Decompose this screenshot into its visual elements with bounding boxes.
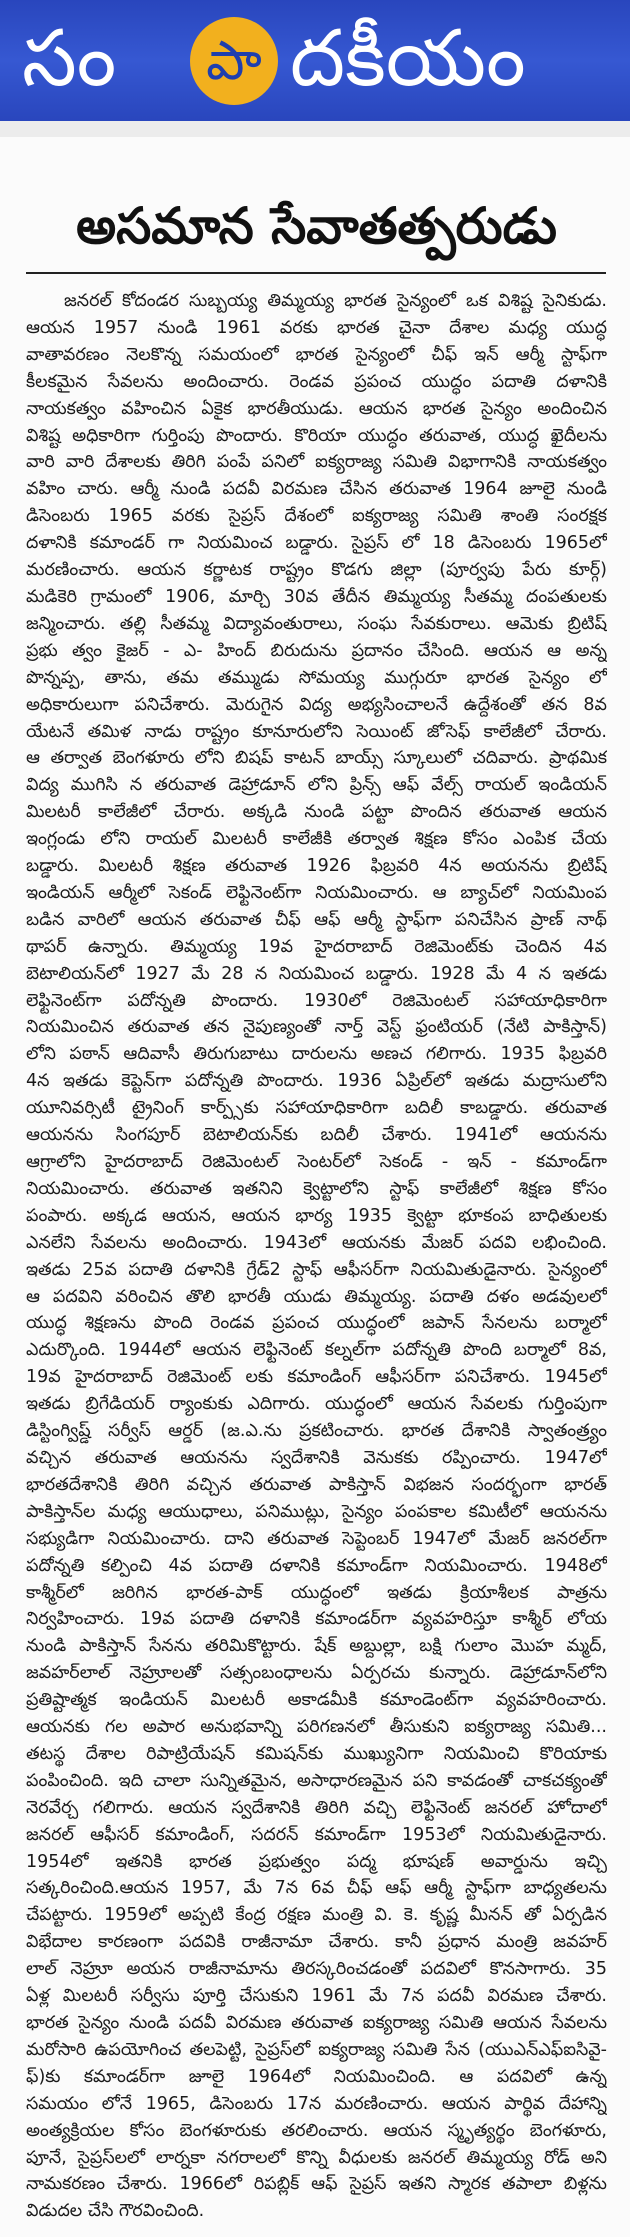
- article-line: ఫ్)కు కమాండర్‌గా జూలై 1964లో నియమించింది. ఆ పదవిలో ఉన్న: [26, 2066, 607, 2087]
- article-line: సమయం లోనే 1965, డిసెంబరు 17న మరణించారు. ఆయన పార్థివ దేహాన్ని: [26, 2093, 607, 2114]
- article-line: మిలటరీ కాలేజీలో చేరారు. అక్కడి నుండి పట్టా పొందిన తరువాత ఆయన: [26, 802, 607, 823]
- article-line: డిసెంబరు 1965 వరకు సైప్రస్ దేశంలో ఐక్యరాజ్య సమితి శాంతి సంరక్షక: [26, 506, 607, 527]
- article-line: భారత సైన్యం నుండి పదవీ విరమణ తరువాత ఐక్యరాజ్య సమితి ఆయన సేవలను: [26, 2013, 607, 2033]
- article-line: 4న ఇతడు కెప్టెన్‌గా పదోన్నతి పొందారు. 1936 ఏప్రిల్‌లో ఇతడు మద్రాసులోని: [26, 1071, 607, 1092]
- article-line: 19వ హైదరాబాద్ రెజిమెంట్ లకు కమాండింగ్ ఆఫీసర్‌గా పనిచేశారు. 1945లో: [26, 1367, 607, 1388]
- article-line: ఆగ్రాలోని హైదరాబాద్ రెజిమెంటల్ సెంటర్‌లో సెకండ్ - ఇన్ - కమాండ్‌గా: [26, 1152, 607, 1172]
- article-line: పదోన్నతి కల్పించి 4వ పదాతి దళానికి కమాండ్‌గా నియమించారు. 1948లో: [26, 1555, 607, 1576]
- article-line: ఎనలేని సేవలను అందించారు. 1943లో ఆయనకు మేజర్ పదవి లభించింది.: [26, 1232, 607, 1253]
- article-line: పంపారు. అక్కడ ఆయన, ఆయన భార్య 1935 క్వెట్టా భూకంప బాధితులకు: [26, 1205, 607, 1226]
- article-line: నెరవేర్చ గలిగారు. ఆయన స్వదేశానికి తిరిగి వచ్చి లెఫ్టినెంట్ జనరల్ హోదాలో: [26, 1797, 607, 1818]
- article-line: భారతదేశానికి తిరిగి వచ్చిన తరువాత పాకిస్తాన్ విభజన సందర్భంగా భారత్: [26, 1474, 607, 1495]
- article-line: తటస్థ దేశాల రిపాట్రియేషన్ కమిషన్‌కు ముఖ్యునిగా నియమించి కొరియాకు: [26, 1743, 607, 1764]
- masthead-banner: [0, 0, 630, 121]
- article-line: బడిన వారిలో ఆయన తరువాత చీఫ్ ఆఫ్ ఆర్మీ స్టాఫ్‌గా పనిచేసిన ప్రాణ్ నాథ్: [26, 909, 607, 930]
- masthead-divider-band: [0, 121, 630, 137]
- article-line: లెఫ్టినెంట్‌గా పదోన్నతి పొందారు. 1930లో రెజిమెంటల్ సహాయాధికారిగా: [26, 990, 607, 1011]
- article-line: యేటనే తమిళ నాడు రాష్ట్రం కూనూరులోని సెయింట్ జోసెఫ్ కాలేజీలో చేరారు.: [26, 721, 607, 742]
- article-line: అధికారులుగా పనిచేశారు. మెరుగైన విద్య అభ్యసించాలనే ఉద్దేశంతో తన 8వ: [26, 694, 607, 715]
- article-line: ప్రభు త్వం కైజర్ - ఎ- హింద్ బిరుదును ప్రదానం చేసింది. ఆయన ఆ అన్న: [26, 640, 607, 661]
- article-line: ఆయన 1957 నుండి 1961 వరకు భారత చైనా దేశాల మధ్య యుద్ధ: [26, 317, 607, 338]
- article-line: మరోసారి ఉపయోగించ తలపెట్టి, సైప్రస్‌లో ఐక్యరాజ్య సమితి సేన (యుఎన్ఎఫ్ఐసివై-: [26, 2039, 607, 2060]
- article-line: సభ్యుడిగా నియమించారు. దాని తరువాత సెప్టెంబర్ 1947లో మేజర్ జనరల్‌గా: [26, 1528, 607, 1549]
- article-line: జనరల్ కోదండర సుబ్బయ్య తిమ్మయ్య భారత సైన్యంలో ఒక విశిష్ట సైనికుడు.: [64, 291, 607, 311]
- article-line: జన్మించారు. తల్లి సీతమ్మ విద్యావంతురాలు, సంఘ సేవకురాలు. ఆమెకు బ్రిటిష్: [26, 613, 607, 634]
- article-line: ఎదుర్కొంది. 1944లో ఆయన లెఫ్టినెంట్ కల్నల్‌గా పదోన్నతి పొంది బర్మాలో 8వ,: [26, 1340, 607, 1361]
- masthead-title-badge-text: పా: [206, 29, 262, 92]
- article-line: బడ్డారు. మిలటరీ శిక్షణ తరువాత 1926 ఫిబ్రవరి 4న అయనను బ్రిటిష్: [26, 856, 607, 877]
- article-line: వచ్చిన తరువాత ఆయనను స్వదేశానికి వెనుకకు రప్పించారు. 1947లో: [26, 1447, 607, 1468]
- headline-rule: [26, 272, 606, 274]
- article-line: చేపట్టారు. 1959లో అప్పటి కేంద్ర రక్షణ మంత్రి వి. కె. కృష్ణ మీనన్ తో ఏర్పడిన: [26, 1905, 607, 1926]
- article-line: పాకిస్తాన్‌ల మధ్య ఆయుధాలు, పనిముట్లు, సైన్యం పంపకాల కమిటీలో ఆయనను: [26, 1501, 607, 1522]
- article-line: జవహర్‌లాల్ నెహ్రూలతో సత్సంబంధాలను ఏర్పరచు కున్నారు. డెహ్రాడూన్‌లోని: [26, 1663, 607, 1684]
- article-line: ఏళ్ల మిలటరీ సర్వీసు పూర్తి చేసుకుని 1961 మే 7న పదవీ విరమణ చేశారు.: [26, 1986, 607, 2007]
- article-line: సత్కరించింది.ఆయన 1957, మే 7న 6వ చీఫ్ ఆఫ్ ఆర్మీ స్టాఫ్‌గా బాధ్యతలను: [26, 1878, 607, 1899]
- article-body: [26, 288, 607, 2225]
- article-line: నాయకత్వం వహించిన ఏకైక భారతీయుడు. ఆయన భారత సైన్యం అందించిన: [26, 398, 607, 419]
- article-line: విభేదాల కారణంగా పదవికి రాజీనామా చేశారు. కానీ ప్రధాన మంత్రి జవహర్: [26, 1932, 607, 1953]
- article-line: మరణించారు. ఆయన కర్ణాటక రాష్ట్రం కొడగు జిల్లా (పూర్వపు పేరు కూర్గ్): [26, 560, 607, 581]
- article-line: ఇతడు బ్రిగేడియర్ ర్యాంకుకు ఎదిగారు. యుద్ధంలో ఆయన సేవలకు గుర్తింపుగా: [26, 1394, 607, 1415]
- article-line: పూనే, సైప్రస్‌లలో లార్నకా నగరాలలో కొన్ని వీధులకు జనరల్ తిమ్మయ్య రోడ్ అని: [26, 2147, 607, 2168]
- article-line: వాతావరణం నెలకొన్న సమయంలో భారత సైన్యంలో చీఫ్ ఇన్ ఆర్మీ స్టాఫ్‌గా: [26, 344, 607, 365]
- article-line: జనరల్ ఆఫీసర్ కమాండింగ్, సదరన్ కమాండ్‌గా 1953లో నియమితుడైనారు.: [26, 1824, 607, 1845]
- article-line: ప్రతిష్టాత్మక ఇండియన్ మిలటరీ అకాడమీకి కమాండెంట్‌గా వ్యవహరించారు.: [26, 1690, 607, 1711]
- article-line: వారి వారి దేశాలకు తిరిగి పంపే పనిలో ఐక్యరాజ్య సమితి విభాగానికి నాయకత్వం: [26, 452, 607, 473]
- article-line: ఆ తర్వాత బెంగళూరు లోని బిషప్ కాటన్ బాయ్స్ స్కూలులో చదివారు. ప్రాథమిక: [26, 748, 607, 769]
- article-line: అంత్యక్రియల కోసం బెంగళూరుకు తరలించారు. ఆయన స్మృత్యర్థం బెంగళూరు,: [26, 2120, 607, 2141]
- article-line: నిర్వహించారు. 19వ పదాతి దళానికి కమాండర్‌గా వ్యవహరిస్తూ కాశ్మీర్ లోయ: [26, 1609, 607, 1630]
- headline: అసమాన సేవాతత్పరుడు: [76, 197, 557, 255]
- article-line: థాపర్ ఉన్నారు. తిమ్మయ్య 19వ హైదరాబాద్ రెజిమెంట్‌కు చెందిన 4వ: [26, 936, 607, 957]
- article-line: నుండి పాకిస్తాన్ సేనను తరిమికొట్టారు. షేక్ అబ్దుల్లా, బక్షి గులాం మొహ మ్మద్,: [26, 1636, 607, 1657]
- article-line: దళానికి కమాండర్ గా నియమించ బడ్డారు. సైప్రస్ లో 18 డిసెంబరు 1965లో: [26, 533, 607, 554]
- article-line: విద్య ముగిసి న తరువాత డెహ్రాడూన్ లోని ప్రిన్స్ ఆఫ్ వేల్స్ రాయల్ ఇండియన్: [26, 775, 607, 796]
- article-line: ఇతడు 25వ పదాతి దళానికి గ్రేడ్2 స్టాఫ్ ఆఫీసర్‌గా నియమితుడైనారు. సైన్యంలో: [26, 1259, 607, 1280]
- article-line: నియమించిన తరువాత తన నైపుణ్యంతో నార్త్ వెస్ట్ ఫ్రంటియర్ (నేటి పాకిస్తాన్): [26, 1017, 607, 1038]
- article-line: బెటాలియన్‌లో 1927 మే 28 న నియమించ బడ్డారు. 1928 మే 4 న ఇతడు: [26, 963, 607, 984]
- article-line: లోని పఠాన్ ఆదివాసీ తిరుగుబాటు దారులను అణచ గలిగారు. 1935 ఫిబ్రవరి: [26, 1044, 607, 1065]
- article-line: 1954లో ఇతనికి భారత ప్రభుత్వం పద్మ భూషణ్ అవార్డును ఇచ్చి: [26, 1851, 607, 1872]
- article-line: యూనివర్సిటీ ట్రైనింగ్ కార్ప్స్‌కు సహాయాధికారిగా బదిలీ కాబడ్డారు. తరువాత: [26, 1098, 607, 1119]
- article-line: ఇంగ్లండు లోని రాయల్ మిలటరీ కాలేజీకి తర్వాత శిక్షణ కోసం ఎంపిక చేయ: [26, 829, 607, 850]
- article-line: యుద్ధ శిక్షణను పొంది రెండవ ప్రపంచ యుద్ధంలో జపాన్ సేనలను బర్మాలో: [26, 1313, 607, 1334]
- article-line: విశిష్ట అధికారిగా గుర్తింపు పొందారు. కొరియా యుద్ధం తరువాత, యుద్ధ ఖైదీలను: [26, 425, 607, 446]
- article-line: నియమించారు. తరువాత ఇతనిని క్వెట్టాలోని స్టాఫ్ కాలేజీలో శిక్షణ కోసం: [26, 1178, 607, 1199]
- masthead-title-start: సం: [22, 14, 117, 104]
- article-line: ఆ పదవిని వరించిన తొలి భారతీ యుడు తిమ్మయ్య. పదాతి దళం అడవులలో: [26, 1286, 607, 1307]
- article-line: లాల్ నెహ్రూ అయన రాజీనామాను తిరస్కరించడంతో పదవిలో కొనసాగారు. 35: [26, 1959, 607, 1980]
- article-line: వహిం చారు. ఆర్మీ నుండి పదవీ విరమణ చేసిన తరువాత 1964 జూలై నుండి: [26, 479, 607, 500]
- article-line: నామకరణం చేశారు. 1966లో రిపబ్లిక్ ఆఫ్ సైప్రస్ ఇతని స్మారక తపాలా బిళ్లను: [26, 2174, 607, 2195]
- article-line: పంపించింది. ఇది చాలా సున్నితమైన, అసాధారణమైన పని కావడంతో చాకచక్యంతో: [26, 1770, 607, 1791]
- article-line: ఇండియన్ ఆర్మీలో సెకండ్ లెఫ్టినెంట్‌గా నియమించారు. ఆ బ్యాచ్‌లో నియమింప: [26, 882, 607, 903]
- masthead-title-end: దకీయం: [290, 14, 526, 104]
- article-line: పొన్నప్ప, తాను, తమ తమ్ముడు సోమయ్య ముగ్గురూ భారత సైన్యం లో: [26, 667, 607, 688]
- article-line: ఆయనను సింగపూర్ బెటాలియన్‌కు బదిలీ చేశారు. 1941లో ఆయనను: [26, 1125, 607, 1146]
- article-line: విడుదల చేసి గౌరవించింది.: [26, 2201, 205, 2222]
- article-line: మడికెరి గ్రామంలో 1906, మార్చి 30వ తేదీన తిమ్మయ్య సీతమ్మ దంపతులకు: [26, 586, 607, 607]
- article-line: డిస్టింగ్విష్డ్ సర్వీస్ ఆర్డర్ (జ.ఎ.ను ప్రకటించారు. భారత దేశానికి స్వాతంత్ర్యం: [26, 1421, 607, 1442]
- article-line: కీలకమైన సేవలను అందించారు. రెండవ ప్రపంచ యుద్ధం పదాతి దళానికి: [26, 371, 607, 392]
- article-line: ఆయనకు గల అపార అనుభవాన్ని పరిగణనలో తీసుకుని ఐక్యరాజ్య సమితి...: [26, 1717, 607, 1738]
- article-line: కాశ్మీర్‌లో జరిగిన భారత-పాక్ యుద్ధంలో ఇతడు క్రియాశీలక పాత్రను: [26, 1582, 607, 1603]
- masthead-badge: [190, 17, 278, 105]
